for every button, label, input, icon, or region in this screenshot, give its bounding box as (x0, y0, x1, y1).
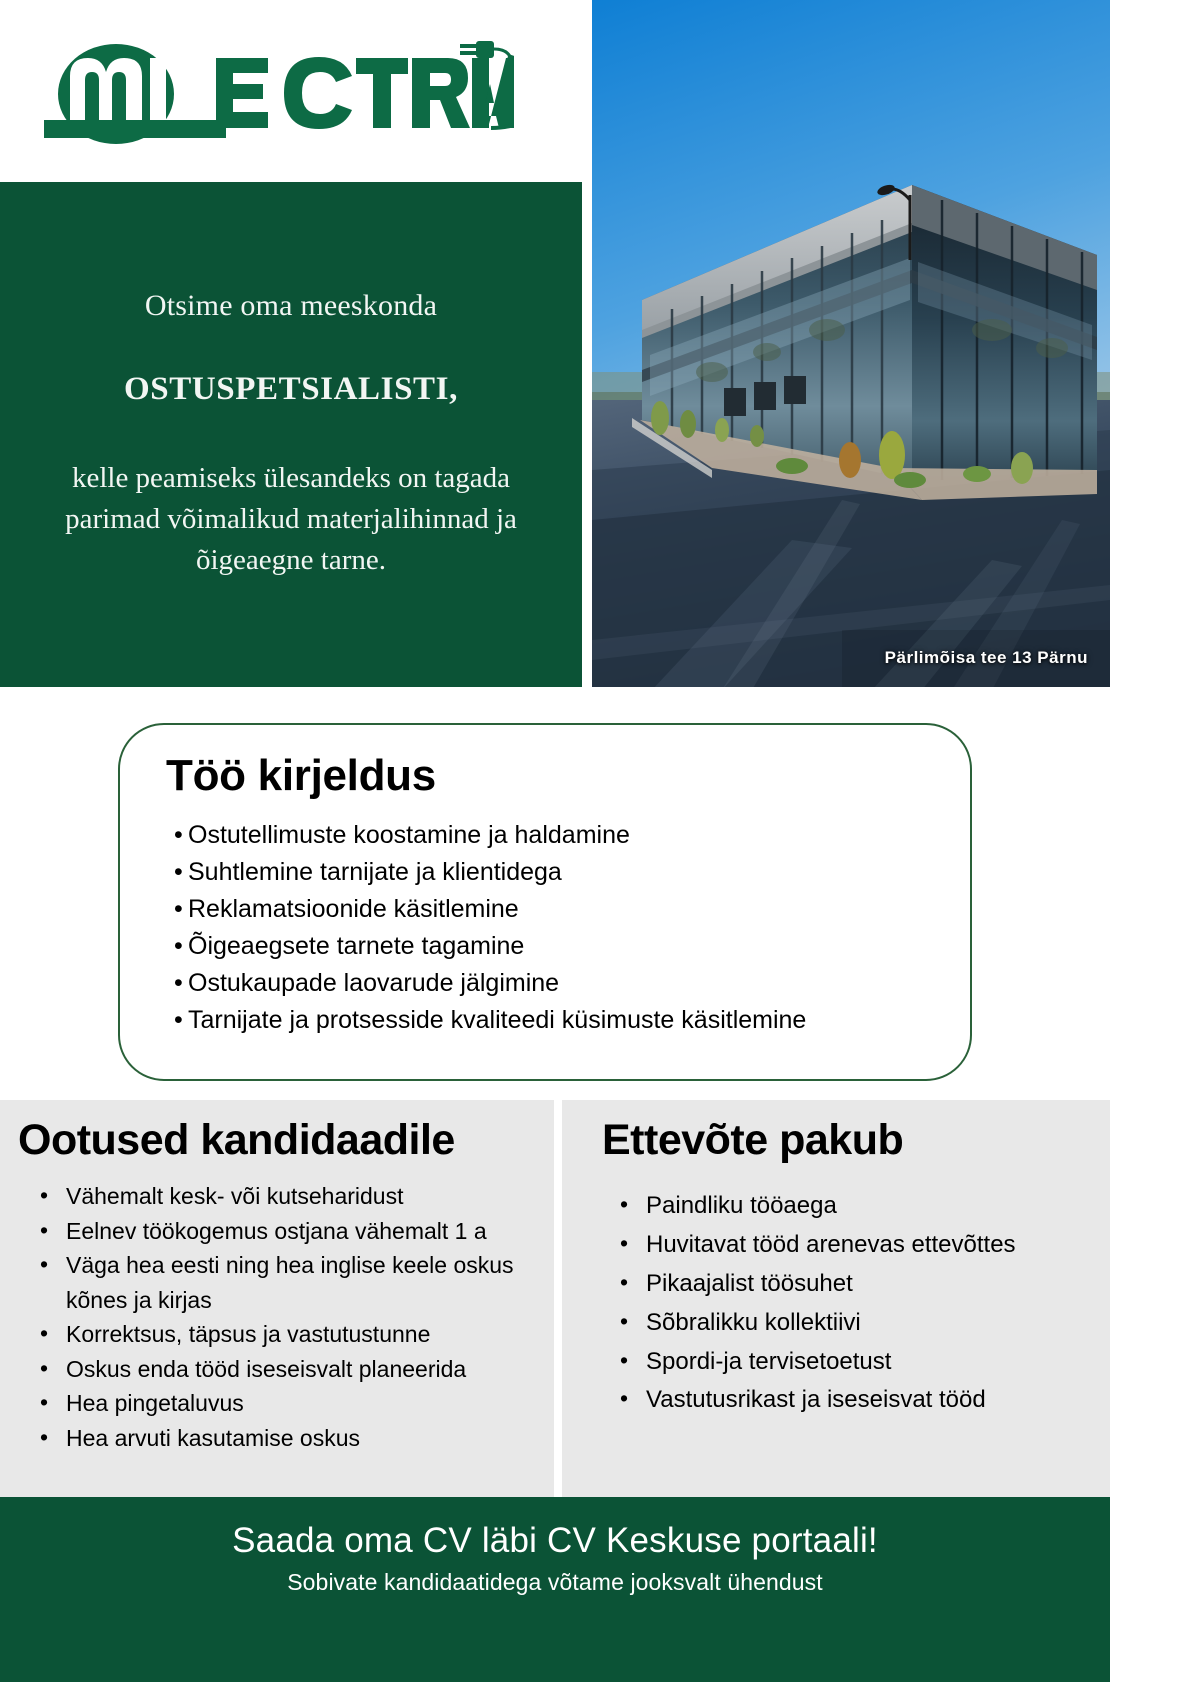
offer-title: Ettevõte pakub (602, 1116, 904, 1164)
list-item-label: Ostutellimuste koostamine ja haldamine (188, 821, 630, 849)
job-description-list (166, 817, 930, 1039)
job-title-text: OSTUSPETSIALISTI, (124, 370, 458, 407)
list-item (174, 1002, 930, 1039)
milectria-logo-icon (44, 36, 514, 146)
intro-lead-text: Otsime oma meeskonda (144, 289, 438, 323)
list-item: • Paindliku tööaega (580, 1187, 1092, 1226)
intro-panel (0, 182, 582, 687)
list-item: • Eelnev töökogemus ostjana vähemalt 1 a (18, 1214, 536, 1249)
job-description-title: Töö kirjeldus (166, 751, 436, 800)
list-item-label: Õigeaegsete tarnete tagamine (188, 932, 525, 960)
list-item: • Pikaajalist töösuhet (580, 1265, 1092, 1304)
list-item: • Väga hea eesti ning hea inglise keele oskus (18, 1248, 536, 1283)
list-item-label: Ostukaupade laovarude jälgimine (188, 969, 560, 997)
offer-column (562, 1100, 1110, 1497)
milectria-logo (44, 36, 514, 146)
logo-header (0, 0, 590, 182)
expectations-list (18, 1179, 536, 1455)
job-description-box (118, 723, 972, 1081)
list-item (174, 928, 930, 965)
expectations-column (0, 1100, 554, 1497)
list-item: • Sõbralikku kollektiivi (580, 1304, 1092, 1343)
apply-call-to-action: Saada oma CV läbi CV Keskuse portaali! (232, 1521, 878, 1560)
list-item: • Spordi-ja tervisetoetust (580, 1343, 1092, 1382)
bullet-icon: • (174, 1006, 183, 1034)
list-item: • Vähemalt kesk- või kutseharidust (18, 1179, 536, 1214)
list-item: • Vastutusrikast ja iseseisvat tööd (580, 1381, 1092, 1420)
list-item (174, 965, 930, 1002)
list-item: • Korrektsus, täpsus ja vastutustunne (18, 1317, 536, 1352)
apply-footer (0, 1497, 1110, 1682)
intro-body-text: kelle peamiseks ülesandeks on tagada parimad võimalikud materjalihinnad ja õigeaegne tarne. (65, 461, 517, 577)
list-item (174, 817, 930, 854)
white-spacer (0, 687, 1110, 723)
expectations-title: Ootused kandidaadile (18, 1116, 455, 1164)
list-item (174, 854, 930, 891)
page-right-margin (1110, 0, 1200, 1696)
bullet-icon: • (174, 969, 183, 997)
building-illustration (592, 0, 1110, 690)
list-item: • Hea arvuti kasutamise oskus (18, 1421, 536, 1456)
list-item-label: Tarnijate ja protsesside kvaliteedi küsimuste käsitlemine (188, 1006, 807, 1034)
requirements-offer-columns (0, 1100, 1110, 1497)
footer-bottom-edge (0, 1682, 1110, 1696)
bullet-icon: • (174, 932, 183, 960)
photo-caption: Pärlimõisa tee 13 Pärnu (884, 648, 1088, 667)
list-item-continuation: kõnes ja kirjas (66, 1286, 212, 1313)
list-item (174, 891, 930, 928)
list-item: • Oskus enda tööd iseseisvalt planeerida (18, 1352, 536, 1387)
bullet-icon: • (174, 821, 183, 849)
list-item: • Hea pingetaluvus (18, 1386, 536, 1421)
bullet-icon: • (174, 858, 183, 886)
office-building-photo (592, 0, 1110, 690)
list-item-label: Reklamatsioonide käsitlemine (188, 895, 519, 923)
bullet-icon: • (174, 895, 183, 923)
list-item: • Huvitavat tööd arenevas ettevõttes (580, 1226, 1092, 1265)
apply-note: Sobivate kandidaatidega võtame jooksvalt ühendust (287, 1569, 823, 1595)
list-item-label: Suhtlemine tarnijate ja klientidega (188, 858, 562, 886)
offer-list (580, 1187, 1092, 1420)
